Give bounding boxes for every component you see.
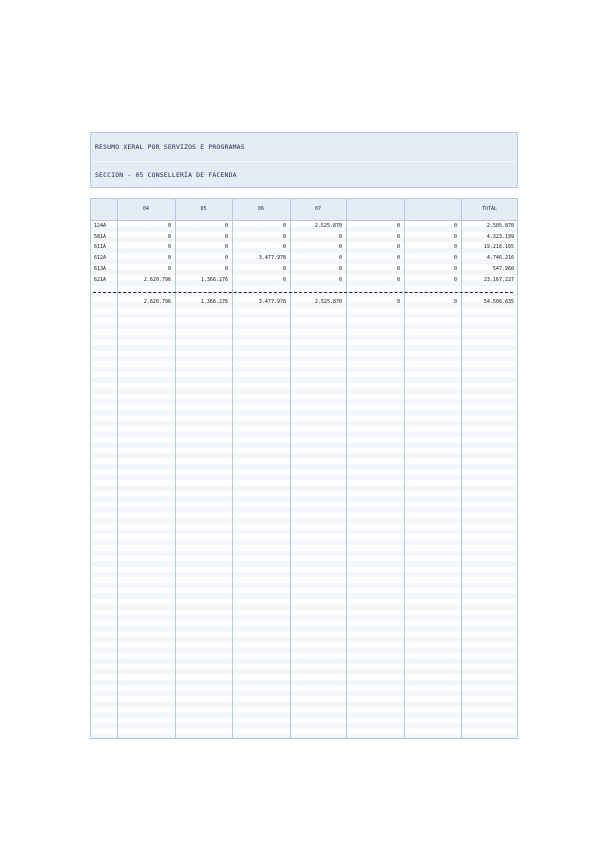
totals-separator: [93, 292, 513, 293]
table-cell: 0: [282, 244, 286, 251]
table-cell: 0: [167, 255, 171, 262]
table-cell: 0: [396, 233, 400, 240]
table-cell: 0: [167, 223, 171, 229]
table-row: [91, 242, 517, 253]
table-cell: 0: [453, 233, 457, 240]
column-header-06: 06: [257, 206, 265, 212]
program-code: 581A: [94, 233, 107, 240]
total-cell: 1.366.276: [200, 299, 228, 305]
table-row: [91, 232, 517, 243]
table-cell: 2.620.796: [143, 276, 171, 283]
table-cell: 4.746.216: [486, 255, 514, 262]
column-header-05: 05: [200, 206, 207, 212]
total-cell: 3.477.978: [258, 299, 286, 305]
table-cell: 0: [282, 223, 286, 229]
table-cell: 2.525.870: [314, 223, 342, 229]
total-cell: 54.506.635: [483, 299, 514, 305]
table-cell: 0: [338, 265, 342, 272]
totals-row: [91, 297, 517, 308]
table-cell: 2.505.870: [486, 223, 514, 229]
table-cell: 0: [167, 265, 171, 272]
table-cell: 0: [453, 265, 457, 272]
table-row: [91, 253, 517, 264]
table-row: [91, 221, 517, 232]
table-cell: 0: [224, 255, 228, 262]
program-code: 612A: [94, 255, 107, 262]
table-header: [91, 199, 517, 221]
table-cell: 0: [224, 244, 228, 251]
table-cell: 0: [396, 223, 400, 229]
total-cell: 0: [396, 299, 400, 305]
table-cell: 0: [224, 265, 228, 272]
table-cell: 0: [282, 233, 286, 240]
table-cell: 0: [396, 255, 400, 262]
column-header-07: 07: [314, 206, 322, 212]
table-cell: 0: [224, 223, 228, 229]
table-cell: 0: [453, 223, 457, 229]
table-cell: 0: [282, 276, 286, 283]
table-cell: 0: [282, 265, 286, 272]
table-cell: 4.323.199: [486, 233, 514, 240]
section-title: SECCION - 05 CONSELLERÍA DE FACENDA: [95, 171, 237, 179]
table-cell: 0: [338, 233, 342, 240]
program-code: 124A: [94, 223, 107, 229]
column-header-total: TOTAL: [481, 206, 498, 212]
table-cell: 0: [453, 244, 457, 251]
report-header: [90, 132, 518, 188]
table-cell: 0: [338, 244, 342, 251]
program-code: 613A: [94, 265, 107, 272]
column-header-code: [91, 199, 117, 220]
table-cell: 0: [453, 276, 457, 283]
table-cell: 0: [396, 265, 400, 272]
program-code: 621A: [94, 276, 107, 283]
table-cell: 1.366.276: [200, 276, 228, 283]
table-cell: 23.167.227: [483, 276, 514, 283]
table-cell: 3.477.978: [258, 255, 286, 262]
table-row: [91, 264, 517, 275]
table-cell: 0: [167, 233, 171, 240]
table-cell: 0: [453, 255, 457, 262]
column-header-blank-1: [346, 199, 404, 220]
total-cell: 2.620.796: [143, 299, 171, 305]
table-cell: 0: [224, 233, 228, 240]
table-cell: 0: [396, 276, 400, 283]
summary-table: [90, 198, 518, 739]
total-cell: 2.525.870: [314, 299, 342, 305]
table-cell: 0: [338, 276, 342, 283]
total-cell: 0: [453, 299, 457, 305]
column-header-blank-2: [404, 199, 461, 220]
table-cell: 0: [396, 244, 400, 251]
column-header-04: 04: [142, 206, 150, 212]
table-cell: 19.216.165: [483, 244, 514, 251]
table-cell: 547.960: [492, 265, 514, 272]
table-row: [91, 275, 517, 286]
program-code: 611A: [94, 244, 107, 251]
table-cell: 0: [338, 255, 342, 262]
table-cell: 0: [167, 244, 171, 251]
report-title: RESUMO XERAL POR SERVIZOS E PROGRAMAS: [91, 133, 517, 162]
